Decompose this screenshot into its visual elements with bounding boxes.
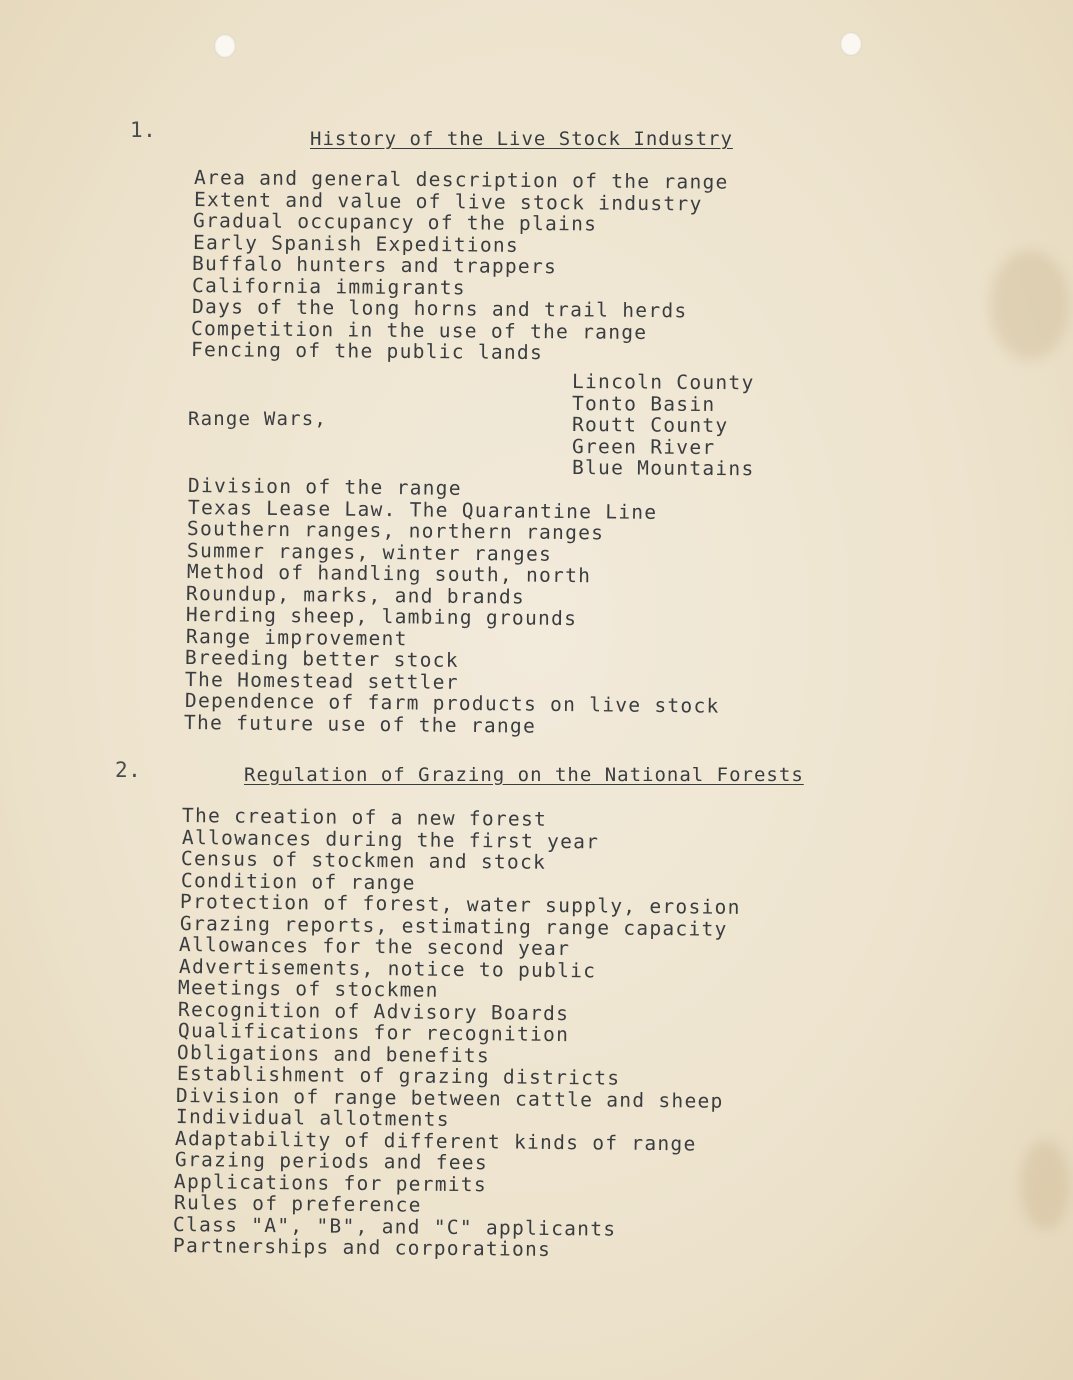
paper-stain bbox=[1020, 1140, 1070, 1230]
list-item: Gradual occupancy of the plains bbox=[193, 209, 598, 236]
list-item: Division of range between cattle and sheep bbox=[176, 1083, 724, 1113]
list-item: Advertisements, notice to public bbox=[178, 954, 597, 982]
list-item: Tonto Basin bbox=[571, 391, 716, 416]
list-item: Early Spanish Expeditions bbox=[192, 230, 519, 257]
list-item: Condition of range bbox=[180, 868, 416, 894]
list-item: Applications for permits bbox=[174, 1169, 488, 1196]
list-item: Herding sheep, lambing grounds bbox=[185, 603, 578, 631]
section-2-title: Regulation of Grazing on the National Forests bbox=[244, 764, 804, 786]
list-item: Partnerships and corporations bbox=[172, 1234, 552, 1261]
list-item: Qualifications for recognition bbox=[177, 1019, 569, 1047]
list-item: Rules of preference bbox=[173, 1191, 422, 1217]
list-item: Southern ranges, northern ranges bbox=[187, 517, 605, 545]
list-item: The future use of the range bbox=[184, 710, 537, 738]
list-item: Roundup, marks, and brands bbox=[186, 581, 526, 609]
list-item: Dependence of farm products on live stock bbox=[184, 689, 720, 718]
range-wars-label: Range Wars, bbox=[188, 408, 328, 430]
list-item: Competition in the use of the range bbox=[191, 316, 648, 344]
list-item: Green River bbox=[571, 434, 716, 459]
list-item: Texas Lease Law. The Quarantine Line bbox=[187, 495, 658, 524]
section-1-title: History of the Live Stock Industry bbox=[310, 128, 733, 150]
list-item: Allowances for the second year bbox=[179, 933, 571, 961]
punch-hole-left bbox=[214, 34, 236, 58]
list-item: Grazing periods and fees bbox=[174, 1148, 488, 1175]
list-item: Protection of forest, water supply, erosion bbox=[180, 890, 742, 919]
list-item: Method of handling south, north bbox=[186, 560, 591, 588]
list-item: Summer ranges, winter ranges bbox=[186, 538, 553, 566]
list-item: Allowances during the first year bbox=[181, 825, 599, 853]
list-item: The Homestead settler bbox=[184, 667, 459, 694]
list-item: Census of stockmen and stock bbox=[180, 847, 547, 874]
list-item: Adaptability of different kinds of range bbox=[175, 1126, 697, 1155]
list-item: Recognition of Advisory Boards bbox=[177, 997, 570, 1025]
list-item: Breeding better stock bbox=[185, 646, 460, 672]
list-item: Grazing reports, estimating range capacity bbox=[179, 911, 728, 941]
list-item: Individual allotments bbox=[175, 1105, 450, 1131]
list-item: Blue Mountains bbox=[571, 456, 755, 481]
section-1-number: 1. bbox=[130, 118, 157, 142]
list-item: Buffalo hunters and trappers bbox=[192, 252, 558, 279]
list-item: Days of the long horns and trail herds bbox=[191, 295, 688, 323]
list-item: California immigrants bbox=[191, 273, 466, 299]
list-item: Class "A", "B", and "C" applicants bbox=[173, 1212, 617, 1241]
list-item: Routt County bbox=[571, 413, 729, 438]
list-item: Range improvement bbox=[185, 624, 408, 650]
list-item: Obligations and benefits bbox=[176, 1040, 491, 1067]
list-item: Division of the range bbox=[187, 474, 462, 500]
list-item: Extent and value of live stock industry bbox=[193, 187, 703, 215]
list-item: Area and general description of the range bbox=[193, 166, 729, 194]
list-item: Lincoln County bbox=[571, 370, 755, 395]
list-item: Fencing of the public lands bbox=[190, 338, 543, 365]
punch-hole-right bbox=[840, 32, 862, 56]
list-item: The creation of a new forest bbox=[181, 804, 548, 831]
list-item: Meetings of stockmen bbox=[178, 976, 440, 1002]
list-item: Establishment of grazing districts bbox=[176, 1062, 621, 1090]
paper-stain bbox=[990, 250, 1070, 360]
section-2-number: 2. bbox=[115, 758, 142, 782]
